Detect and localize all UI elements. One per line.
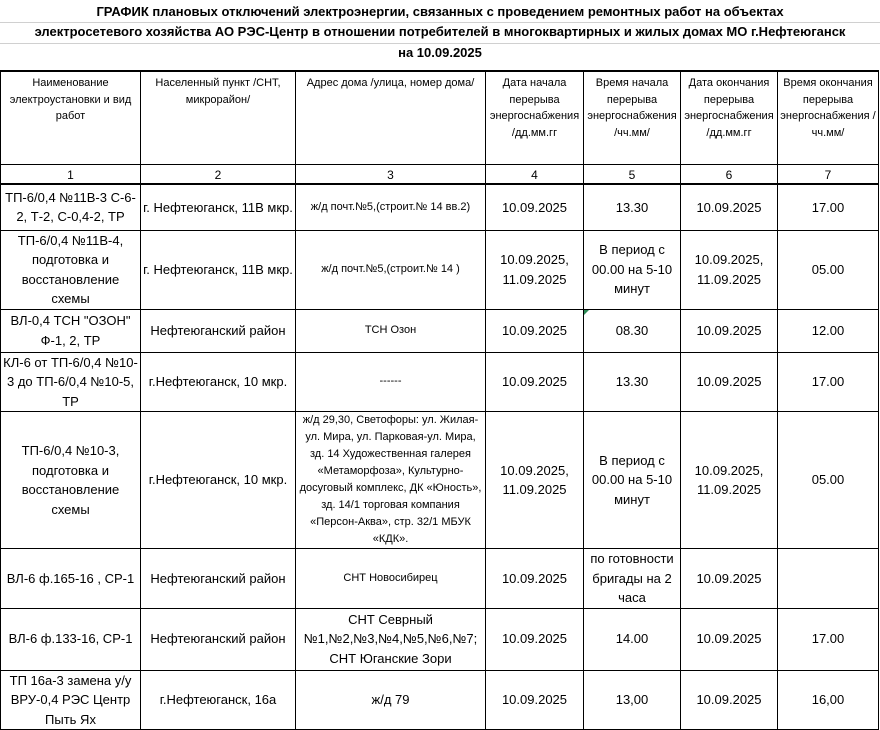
start-time-cell[interactable]: 13.30 <box>584 352 681 412</box>
table-row <box>1 670 879 730</box>
title-line-1: ГРАФИК плановых отключений электроэнергии, связанных с проведением ремонтных работ на объектах <box>96 4 784 19</box>
address-cell[interactable]: ж/д почт.№5,(строит.№ 14 ) <box>296 230 486 309</box>
address-cell[interactable]: ------ <box>296 352 486 412</box>
address-cell[interactable]: ж/д 29,30, Светофоры: ул. Жилая-ул. Мира, ул. Парковая-ул. Мира, зд. 14 Художественная галерея «Метаморфоза», Культурно-досуговый комплекс, ДК «Юность», зд. 14/1 торговая компания «Персон-Аква», стр. 32/1 МБУК «КДК». <box>296 412 486 549</box>
address-cell[interactable]: ж/д почт.№5,(строит.№ 14 вв.2) <box>296 184 486 230</box>
start-time-cell[interactable]: В период с 00.00 на 5-10 минут <box>584 230 681 309</box>
address-cell[interactable]: ТСН Озон <box>296 309 486 352</box>
table-row <box>1 549 879 609</box>
header-cell[interactable]: Адрес дома /улица, номер дома/ <box>296 71 486 164</box>
column-number-cell[interactable]: 1 <box>1 164 141 184</box>
start-time-cell[interactable] <box>584 309 681 352</box>
start-time-cell[interactable]: по готовности бригады на 2 часа <box>584 549 681 609</box>
object-cell[interactable]: КЛ-6 от ТП-6/0,4 №10-3 до ТП-6/0,4 №10-5, ТР <box>1 352 141 412</box>
start-date-cell[interactable]: 10.09.2025 <box>486 352 584 412</box>
end-date-cell[interactable]: 10.09.2025 <box>681 352 778 412</box>
locality-cell[interactable]: г. Нефтеюганск, 11В мкр. <box>141 230 296 309</box>
end-time-cell[interactable]: 12.00 <box>778 309 879 352</box>
column-number-row <box>1 164 879 184</box>
start-date-cell[interactable]: 10.09.2025 <box>486 549 584 609</box>
object-cell[interactable]: ТП-6/0,4 №11В-4, подготовка и восстановление схемы <box>1 230 141 309</box>
end-date-cell[interactable]: 10.09.2025, 11.09.2025 <box>681 412 778 549</box>
title-line-3: на 10.09.2025 <box>398 45 482 60</box>
table-row <box>1 184 879 230</box>
object-cell[interactable]: ВЛ-0,4 ТСН "ОЗОН" Ф-1, 2, ТР <box>1 309 141 352</box>
end-date-cell[interactable]: 10.09.2025, 11.09.2025 <box>681 230 778 309</box>
end-date-cell[interactable]: 10.09.2025 <box>681 309 778 352</box>
header-cell[interactable]: Время начала перерыва энергоснабжения /чч.мм/ <box>584 71 681 164</box>
start-date-cell[interactable]: 10.09.2025 <box>486 670 584 730</box>
header-cell[interactable]: Наименование электроустановки и вид работ <box>1 71 141 164</box>
start-time-cell[interactable]: 13,00 <box>584 670 681 730</box>
start-date-cell[interactable]: 10.09.2025 <box>486 309 584 352</box>
start-time-cell[interactable]: 13.30 <box>584 184 681 230</box>
table-row <box>1 608 879 670</box>
table-row <box>1 352 879 412</box>
start-date-cell[interactable]: 10.09.2025 <box>486 184 584 230</box>
locality-cell[interactable]: Нефтеюганский район <box>141 549 296 609</box>
header-cell[interactable]: Дата начала перерыва энергоснабжения /дд.мм.гг <box>486 71 584 164</box>
address-cell[interactable]: СНТ Севрный №1,№2,№3,№4,№5,№6,№7; СНТ Юганские Зори <box>296 608 486 670</box>
column-number-cell[interactable]: 3 <box>296 164 486 184</box>
header-cell[interactable]: Дата окончания перерыва энергоснабжения /дд.мм.гг <box>681 71 778 164</box>
end-date-cell[interactable]: 10.09.2025 <box>681 670 778 730</box>
column-number-cell[interactable]: 7 <box>778 164 879 184</box>
address-cell[interactable]: СНТ Новосибирец <box>296 549 486 609</box>
end-time-cell[interactable]: 17.00 <box>778 184 879 230</box>
end-time-cell[interactable]: 05.00 <box>778 230 879 309</box>
object-cell[interactable]: ВЛ-6 ф.165-16 , СР-1 <box>1 549 141 609</box>
start-time-value: 08.30 <box>615 322 649 338</box>
start-date-cell[interactable]: 10.09.2025, 11.09.2025 <box>486 230 584 309</box>
object-cell[interactable]: ВЛ-6 ф.133-16, СР-1 <box>1 608 141 670</box>
end-time-cell[interactable]: 17.00 <box>778 608 879 670</box>
table-row <box>1 230 879 309</box>
locality-cell[interactable]: г.Нефтеюганск, 16а <box>141 670 296 730</box>
cell-note-marker <box>584 310 589 315</box>
title-line-2: электросетевого хозяйства АО РЭС-Центр в отношении потребителей в многоквартирных и жилых домах МО г.Нефтеюганск <box>34 24 846 39</box>
locality-cell[interactable]: г.Нефтеюганск, 10 мкр. <box>141 352 296 412</box>
column-number-cell[interactable]: 4 <box>486 164 584 184</box>
locality-cell[interactable]: г. Нефтеюганск, 11В мкр. <box>141 184 296 230</box>
object-cell[interactable]: ТП 16а-3 замена у/у ВРУ-0,4 РЭС Центр Пыть Ях <box>1 670 141 730</box>
header-row <box>1 71 879 164</box>
column-number-cell[interactable]: 6 <box>681 164 778 184</box>
locality-cell[interactable]: г.Нефтеюганск, 10 мкр. <box>141 412 296 549</box>
column-number-cell[interactable]: 2 <box>141 164 296 184</box>
start-date-cell[interactable]: 10.09.2025, 11.09.2025 <box>486 412 584 549</box>
end-date-cell[interactable]: 10.09.2025 <box>681 608 778 670</box>
column-number-cell[interactable]: 5 <box>584 164 681 184</box>
header-cell[interactable]: Населенный пункт /СНТ, микрорайон/ <box>141 71 296 164</box>
end-time-cell[interactable]: 16,00 <box>778 670 879 730</box>
object-cell[interactable]: ТП-6/0,4 №10-3, подготовка и восстановление схемы <box>1 412 141 549</box>
table-row <box>1 412 879 549</box>
locality-cell[interactable]: Нефтеюганский район <box>141 309 296 352</box>
start-date-cell[interactable]: 10.09.2025 <box>486 608 584 670</box>
end-time-cell[interactable]: 17.00 <box>778 352 879 412</box>
end-time-cell[interactable] <box>778 549 879 609</box>
locality-cell[interactable]: Нефтеюганский район <box>141 608 296 670</box>
address-cell[interactable]: ж/д 79 <box>296 670 486 730</box>
start-time-cell[interactable]: В период с 00.00 на 5-10 минут <box>584 412 681 549</box>
end-date-cell[interactable]: 10.09.2025 <box>681 549 778 609</box>
start-time-cell[interactable]: 14.00 <box>584 608 681 670</box>
outage-schedule-table <box>0 70 879 730</box>
table-row <box>1 309 879 352</box>
object-cell[interactable]: ТП-6/0,4 №11В-3 С-6-2, Т-2, С-0,4-2, ТР <box>1 184 141 230</box>
end-date-cell[interactable]: 10.09.2025 <box>681 184 778 230</box>
end-time-cell[interactable]: 05.00 <box>778 412 879 549</box>
header-cell[interactable]: Время окончания перерыва энергоснабжения /чч.мм/ <box>778 71 879 164</box>
